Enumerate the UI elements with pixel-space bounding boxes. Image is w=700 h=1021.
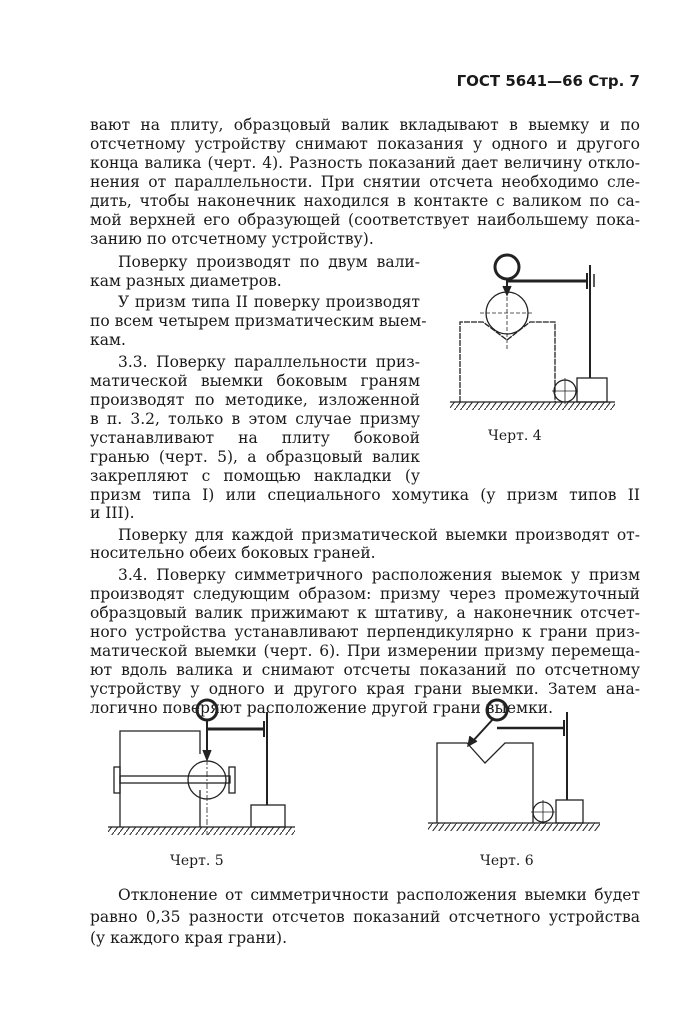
text-line: образцовый валик прижимают к штативу, а наконечник отсчет- <box>90 604 640 622</box>
text-line: закрепляют с помощью накладки (у <box>90 467 420 485</box>
text-line: мой верхней его образующей (соответствует наибольшему пока- <box>90 211 640 229</box>
text-line: ного устройства устанавливают перпендикулярно к грани приз- <box>90 623 640 641</box>
text-line: устанавливают на плиту боковой <box>90 429 420 447</box>
figure-4 <box>450 255 615 410</box>
text-line: устройству у одного и другого края грани выемки. Затем ана- <box>90 680 640 698</box>
figure-5-caption: Черт. 5 <box>170 853 224 869</box>
text-line: кам. <box>90 331 126 349</box>
text-line: Поверку производят по двум вали- <box>118 253 420 271</box>
text-line: матической выемки (черт. 6). При измерении призму перемеща- <box>90 642 640 660</box>
text-line: конца валика (черт. 4). Разность показаний дает величину откло- <box>90 154 640 172</box>
text-line: производят следующим образом: призму через промежуточный <box>90 585 640 603</box>
text-line: (у каждого края грани). <box>90 929 288 947</box>
text-line: производят по методике, изложенной <box>90 391 420 409</box>
figure-4-caption: Черт. 4 <box>488 428 542 444</box>
text-line: 3.3. Поверку параллельности приз- <box>118 353 420 371</box>
text-line: гранью (черт. 5), а образцовый валик <box>90 448 420 466</box>
text-line: носительно обеих боковых граней. <box>90 544 376 562</box>
text-line: дить, чтобы наконечник находился в контакте с валиком по са- <box>90 192 640 210</box>
text-line: ют вдоль валика и снимают отсчеты показаний по отсчетному <box>90 661 640 679</box>
text-line: логично поверяют расположение другой грани выемки. <box>90 699 554 717</box>
text-line: занию по отсчетному устройству). <box>90 230 374 248</box>
page-header: ГОСТ 5641—66 Стр. 7 <box>456 72 640 90</box>
text-line: отсчетному устройству снимают показания у одного и другого <box>90 135 640 153</box>
text-line: Поверку для каждой призматической выемки производят от- <box>118 526 640 544</box>
text-line: вают на плиту, образцовый валик вкладывают в выемку и по <box>90 116 640 134</box>
figure-6 <box>428 700 600 831</box>
text-line: У призм типа II поверку производят <box>118 293 420 311</box>
text-line: по всем четырем призматическим выем- <box>90 312 427 330</box>
text-line: 3.4. Поверку симметричного расположения выемок у призм <box>118 566 640 584</box>
text-line: и III). <box>90 504 135 522</box>
figure-6-caption: Черт. 6 <box>480 853 534 869</box>
text-line: призм типа I) или специального хомутика (у призм типов II <box>90 486 640 504</box>
text-line: матической выемки боковым граням <box>90 372 420 390</box>
text-line: Отклонение от симметричности расположения выемки будет <box>118 886 640 904</box>
figure-5 <box>108 700 295 835</box>
text-line: нения от параллельности. При снятии отсчета необходимо сле- <box>90 173 640 191</box>
text-line: равно 0,35 разности отсчетов показаний отсчетного устройства <box>90 908 640 926</box>
text-line: кам разных диаметров. <box>90 272 282 290</box>
text-line: в п. 3.2, только в этом случае призму <box>90 410 420 428</box>
